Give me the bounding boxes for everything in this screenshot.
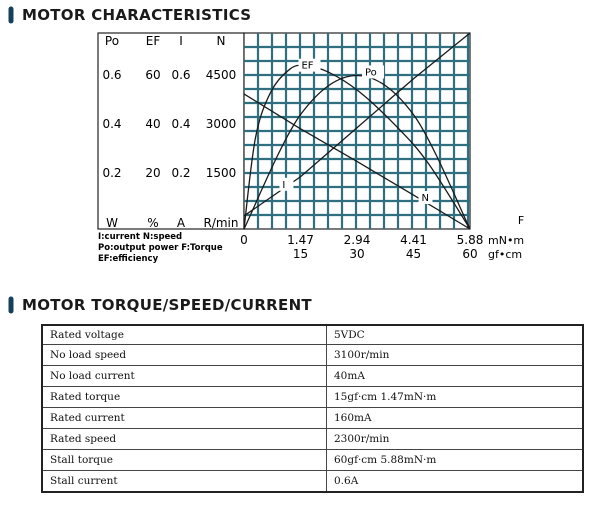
pill-icon [8, 296, 14, 314]
series-label-po: Po [365, 67, 377, 79]
param-label: Stall torque [42, 450, 327, 471]
param-label: Rated current [42, 408, 327, 429]
y-unit-label: R/min [203, 216, 239, 230]
x-tick-label-mnm: 4.41 [400, 233, 427, 247]
param-label: Rated speed [42, 429, 327, 450]
series-label-n: N [421, 193, 429, 205]
y-tick-label: 60 [145, 68, 161, 82]
legend-entry: I:current N:speed [98, 232, 183, 242]
param-value: 160mA [327, 408, 584, 429]
legend-entry: Po:output power F:Torque [98, 243, 223, 253]
series-label-ef: EF [301, 60, 314, 72]
param-value: 2300r/min [327, 429, 584, 450]
y-tick-label: 0.2 [102, 166, 122, 180]
y-tick-label: 0.2 [171, 166, 191, 180]
x-tick-label-mnm: 2.94 [343, 233, 371, 247]
y-unit-label: % [147, 216, 159, 230]
section-title: MOTOR TORQUE/SPEED/CURRENT [22, 296, 312, 314]
motor-torque-speed-current-heading [8, 296, 312, 314]
table-row [42, 325, 583, 345]
y-unit-label: A [176, 216, 186, 230]
section-title: MOTOR CHARACTERISTICS [22, 6, 252, 24]
param-label: No load current [42, 366, 327, 387]
x-unit-gfcm: gf•cm [488, 248, 523, 261]
y-tick-label: 3000 [205, 117, 237, 131]
motor-characteristics-chart [0, 30, 600, 270]
y-tick-label: 4500 [205, 68, 237, 82]
x-tick-label-gfcm: 60 [462, 247, 478, 261]
axis-header: N [216, 34, 226, 48]
table-row [42, 345, 583, 366]
y-tick-label: 0.4 [171, 117, 191, 131]
y-tick-label: 0.4 [102, 117, 122, 131]
series-label-i: I [282, 179, 286, 191]
param-label: Rated torque [42, 387, 327, 408]
axis-header: Po [104, 34, 120, 48]
x-tick-label-gfcm: 30 [349, 247, 365, 261]
x-tick-label-mnm: 1.47 [287, 233, 314, 247]
y-tick-label: 0.6 [171, 68, 191, 82]
axis-header: EF [145, 34, 161, 48]
param-value: 0.6A [327, 471, 584, 493]
y-tick-label: 0.6 [102, 68, 122, 82]
table-row [42, 450, 583, 471]
param-value: 5VDC [327, 325, 584, 345]
x-origin-label: 0 [240, 233, 248, 247]
table-row [42, 366, 583, 387]
spec-table [41, 324, 584, 493]
param-label: Rated voltage [42, 325, 327, 345]
motor-characteristics-heading [8, 6, 251, 24]
table-row [42, 471, 583, 493]
param-label: Stall current [42, 471, 327, 493]
axis-header: I [179, 34, 183, 48]
table-row [42, 387, 583, 408]
table-row [42, 408, 583, 429]
x-tick-label-gfcm: 45 [405, 247, 422, 261]
param-value: 15gf·cm 1.47mN·m [327, 387, 584, 408]
x-unit-mnm: mN•m [488, 234, 525, 247]
param-value: 40mA [327, 366, 584, 387]
y-tick-label: 20 [145, 166, 161, 180]
y-tick-label: 1500 [205, 166, 237, 180]
param-value: 3100r/min [327, 345, 584, 366]
x-tick-label-mnm: 5.88 [456, 233, 484, 247]
param-value: 60gf·cm 5.88mN·m [327, 450, 584, 471]
pill-icon [8, 6, 14, 24]
x-axis-label: F [517, 214, 525, 227]
param-label: No load speed [42, 345, 327, 366]
y-tick-label: 40 [145, 117, 161, 131]
axis-panel-frame [98, 33, 244, 229]
y-unit-label: W [106, 216, 118, 230]
table-row [42, 429, 583, 450]
legend-entry: EF:efficiency [98, 254, 159, 264]
x-tick-label-gfcm: 15 [292, 247, 309, 261]
